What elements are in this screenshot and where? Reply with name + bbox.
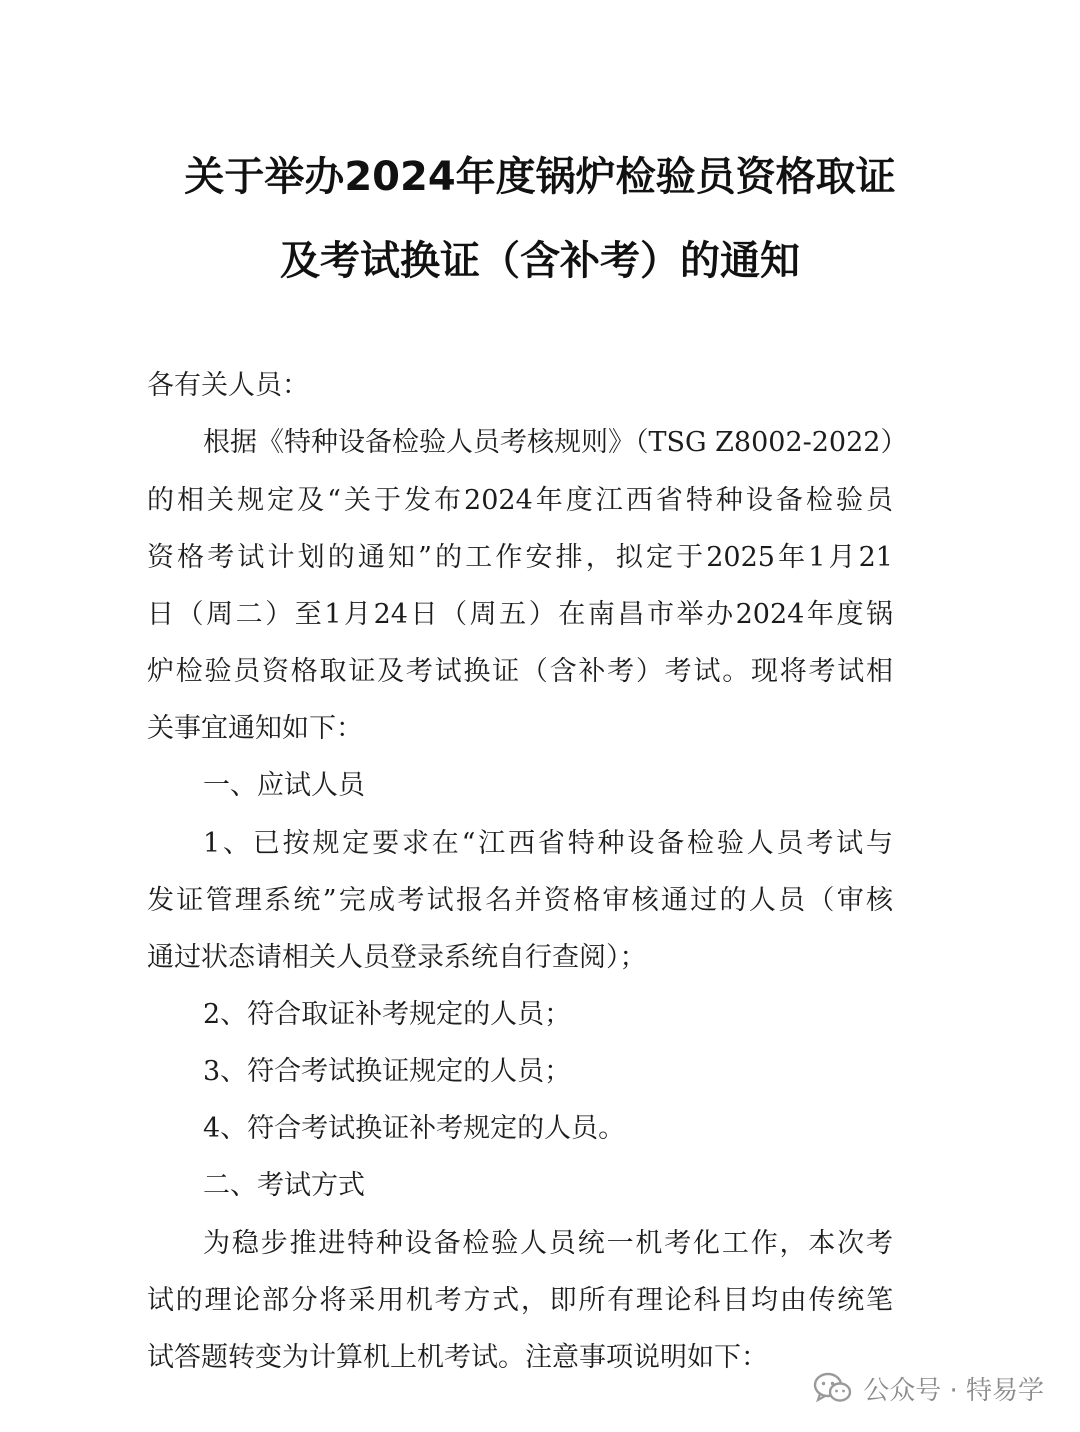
salutation: 各有关人员：: [147, 370, 309, 401]
list-item: 3、符合考试换证规定的人员；: [203, 1056, 572, 1087]
list-item: 1、已按规定要求在“江西省特种设备检验人员考试与: [203, 828, 893, 859]
paragraph-line: 试的理论部分将采用机考方式，即所有理论科目均由传统笔: [147, 1285, 893, 1316]
watermark-text: 公众号 · 特易学: [863, 1375, 1044, 1406]
title-line-2: 及考试换证（含补考）的通知: [280, 238, 800, 284]
paragraph-line: 试答题转变为计算机上机考试。注意事项说明如下：: [147, 1342, 768, 1373]
paragraph-line: 资格考试计划的通知”的工作安排，拟定于2025年1月21: [147, 542, 893, 573]
paragraph-line: 日（周二）至1月24日（周五）在南昌市举办2024年度锅: [147, 599, 893, 630]
paragraph-line: 为稳步推进特种设备检验人员统一机考化工作，本次考: [203, 1228, 893, 1259]
paragraph-line: 根据《特种设备检验人员考核规则》（TSG Z8002-2022）: [203, 427, 908, 458]
list-item-continued: 通过状态请相关人员登录系统自行查阅）；: [147, 942, 647, 973]
list-item: 4、符合考试换证补考规定的人员。: [203, 1113, 626, 1144]
wechat-icon: [813, 1371, 853, 1405]
section-heading: 一、应试人员: [203, 770, 365, 801]
watermark: [813, 1368, 1044, 1408]
paragraph-line: 的相关规定及“关于发布2024年度江西省特种设备检验员: [147, 485, 893, 516]
paragraph-line: 关事宜通知如下：: [147, 713, 363, 744]
section-heading: 二、考试方式: [203, 1170, 365, 1201]
paragraph-line: 炉检验员资格取证及考试换证（含补考）考试。现将考试相: [147, 656, 893, 687]
title-line-1: 关于举办2024年度锅炉检验员资格取证: [184, 154, 896, 200]
list-item: 2、符合取证补考规定的人员；: [203, 999, 572, 1030]
list-item-continued: 发证管理系统”完成考试报名并资格审核通过的人员（审核: [147, 885, 893, 916]
